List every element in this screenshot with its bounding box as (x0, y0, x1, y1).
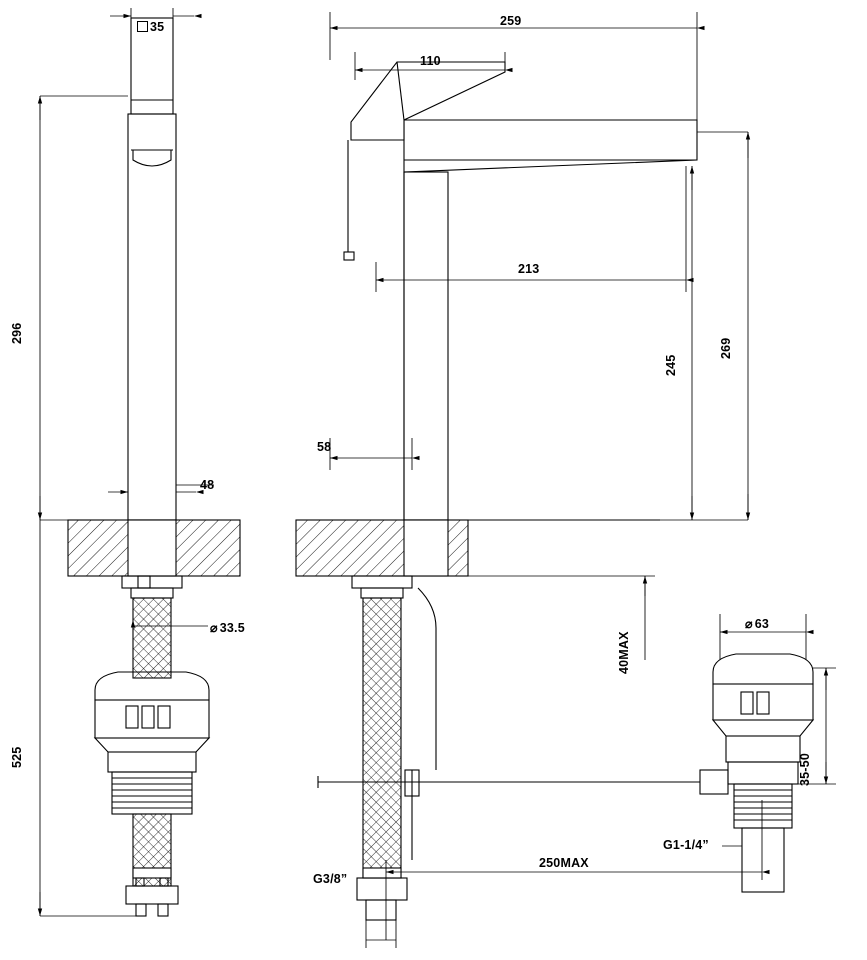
dim-label-259: 259 (500, 14, 522, 28)
view-side-left (68, 18, 240, 916)
dim-label-269: 269 (719, 337, 733, 359)
view-front-center (296, 62, 728, 920)
dim-label-48: 48 (200, 478, 215, 492)
diameter-symbol-icon: ⌀ (745, 617, 753, 631)
dim-label-g38: G3/8” (313, 872, 348, 886)
diameter-symbol-icon: ⌀ (210, 621, 218, 635)
dim-label-296: 296 (10, 322, 24, 344)
dim-label-g1-1-4: G1-1/4” (663, 838, 709, 852)
dim-label-diameter-63: ⌀ 63 (745, 617, 770, 631)
dim-label-diameter-33-5: ⌀ 33.5 (210, 621, 245, 635)
dim-label-250max: 250MAX (539, 856, 589, 870)
dim-label-245: 245 (664, 354, 678, 376)
square-symbol-icon (137, 21, 148, 32)
dim-label-square-35: 35 (137, 20, 164, 34)
view-waste-right (700, 654, 813, 892)
dim-label-40max: 40MAX (617, 631, 631, 674)
dim-label-35-50: 35-50 (798, 753, 812, 786)
dim-label-110: 110 (420, 54, 441, 68)
dim-label-58: 58 (317, 440, 332, 454)
dim-label-525: 525 (10, 746, 24, 768)
dim-label-213: 213 (518, 262, 540, 276)
